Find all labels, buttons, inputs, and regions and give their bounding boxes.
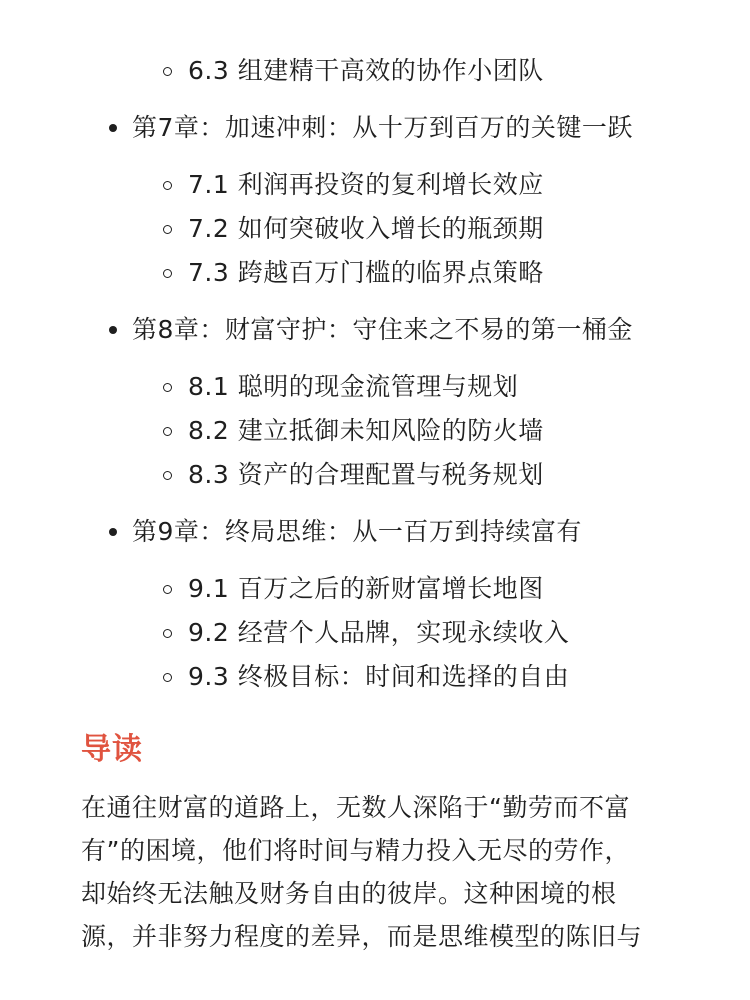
- toc-chapter-7: [132, 112, 633, 144]
- toc-chapter-label: 第9章：终局思维：从一百万到持续富有: [132, 517, 582, 546]
- toc-chapter-label: 第8章：财富守护：守住来之不易的第一桶金: [132, 315, 633, 344]
- circle-bullet-icon: [163, 471, 172, 480]
- circle-bullet-icon: [163, 585, 172, 594]
- circle-bullet-icon: [163, 181, 172, 190]
- circle-bullet-icon: [163, 673, 172, 682]
- dot-bullet-icon: [109, 528, 117, 536]
- toc-section-9-3: [188, 661, 569, 693]
- paragraph-line: 源，并非努力程度的差异，而是思维模型的陈旧与: [81, 922, 643, 951]
- toc-section-label: 8.1 聪明的现金流管理与规划: [188, 372, 519, 401]
- circle-bullet-icon: [163, 427, 172, 436]
- toc-section-7-1: [188, 169, 544, 201]
- circle-bullet-icon: [163, 225, 172, 234]
- toc-section-label: 7.1 利润再投资的复利增长效应: [188, 170, 544, 199]
- paragraph-line: 在通往财富的道路上，无数人深陷于“勤劳而不富: [81, 793, 630, 822]
- dot-bullet-icon: [109, 124, 117, 132]
- toc-chapter-8: [132, 314, 633, 346]
- circle-bullet-icon: [163, 383, 172, 392]
- toc-section-label: 7.2 如何突破收入增长的瓶颈期: [188, 214, 544, 243]
- toc-section-7-3: [188, 257, 544, 289]
- toc-section-6-3: [188, 55, 544, 87]
- circle-bullet-icon: [163, 67, 172, 76]
- intro-heading: 导读: [81, 732, 143, 767]
- circle-bullet-icon: [163, 269, 172, 278]
- toc-section-label: 8.3 资产的合理配置与税务规划: [188, 460, 544, 489]
- toc-section-8-2: [188, 415, 544, 447]
- toc-section-7-2: [188, 213, 544, 245]
- toc-section-label: 9.2 经营个人品牌，实现永续收入: [188, 618, 570, 647]
- paragraph-line: 有”的困境，他们将时间与精力投入无尽的劳作，: [81, 836, 630, 865]
- toc-section-label: 9.3 终极目标：时间和选择的自由: [188, 662, 570, 691]
- toc-section-9-1: [188, 573, 544, 605]
- toc-chapter-9: [132, 516, 582, 548]
- dot-bullet-icon: [109, 326, 117, 334]
- toc-section-label: 6.3 组建精干高效的协作小团队: [188, 56, 544, 85]
- toc-section-8-3: [188, 459, 544, 491]
- toc-section-label: 7.3 跨越百万门槛的临界点策略: [188, 258, 544, 287]
- toc-section-8-1: [188, 371, 518, 403]
- toc-section-label: 9.1 百万之后的新财富增长地图: [188, 574, 544, 603]
- toc-section-9-2: [188, 617, 569, 649]
- circle-bullet-icon: [163, 629, 172, 638]
- toc-section-label: 8.2 建立抵御未知风险的防火墙: [188, 416, 544, 445]
- paragraph-line: 却始终无法触及财务自由的彼岸。这种困境的根: [81, 879, 617, 908]
- toc-chapter-label: 第7章：加速冲刺：从十万到百万的关键一跃: [132, 113, 633, 142]
